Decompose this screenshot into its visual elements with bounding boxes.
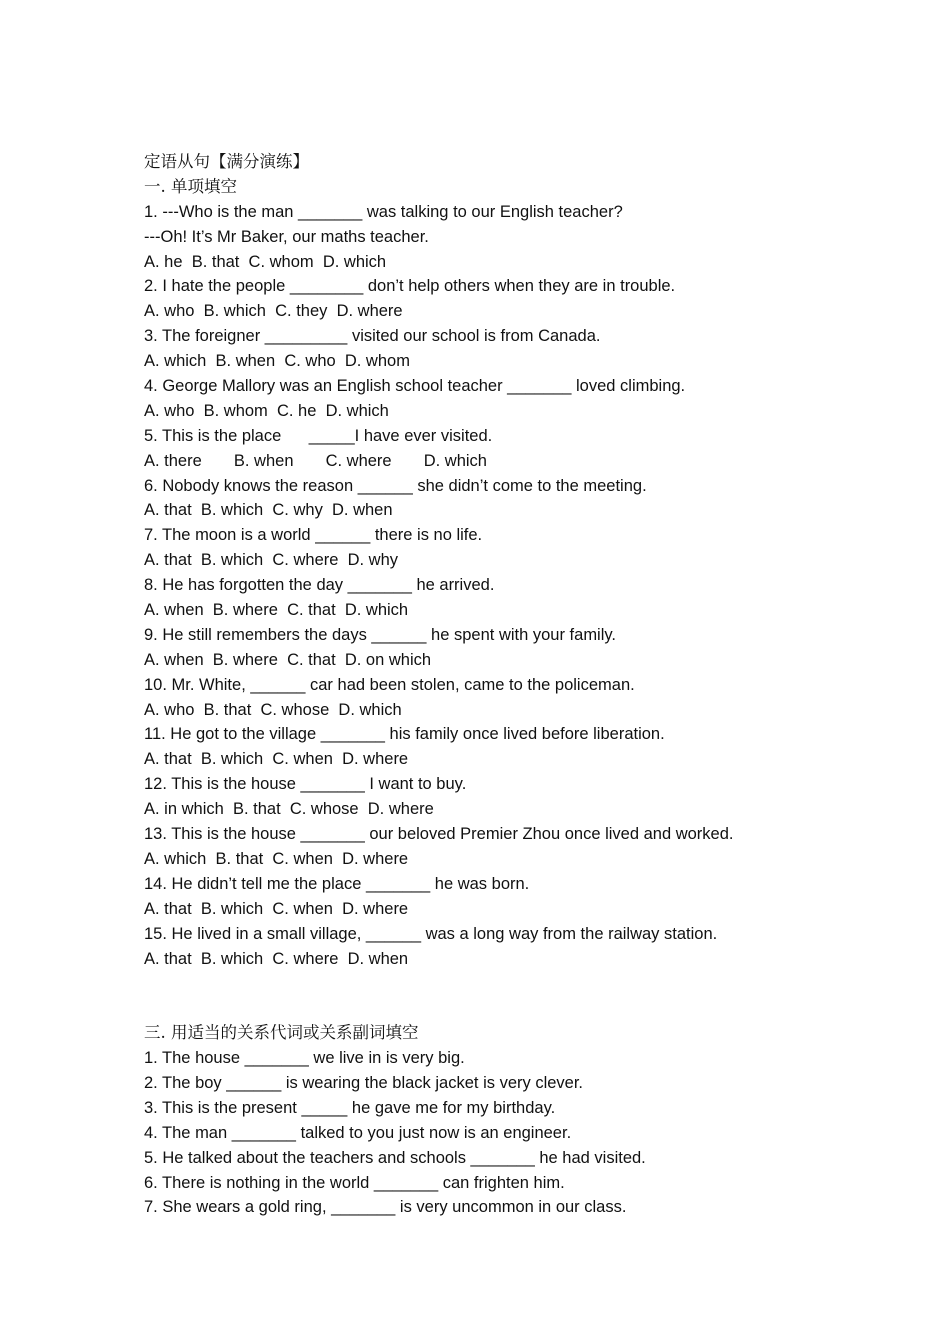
question-text: 7. The moon is a world ______ there is no life.	[144, 526, 483, 545]
question-text: 5. This is the place _____I have ever visited.	[144, 426, 493, 445]
fill-blank-question: 4. The man _______ talked to you just now is an engineer.	[144, 1123, 572, 1142]
options-line: A. which B. that C. when D. where	[144, 849, 409, 868]
question-text: 13. This is the house _______ our beloved Premier Zhou once lived and worked.	[144, 825, 734, 844]
question-text: 1. ---Who is the man _______ was talking to our English teacher?	[144, 202, 623, 221]
options-line: A. when B. where C. that D. on which	[144, 650, 432, 669]
section-3-heading: 三. 用适当的关系代词或关系副词填空	[144, 1023, 419, 1043]
answer-text: ---Oh! It’s Mr Baker, our maths teacher.	[144, 227, 429, 246]
question-text: 6. Nobody knows the reason ______ she didn’t come to the meeting.	[144, 476, 647, 495]
options-line: A. he B. that C. whom D. which	[144, 252, 387, 271]
fill-blank-question: 5. He talked about the teachers and schools _______ he had visited.	[144, 1148, 646, 1167]
question-text: 3. The foreigner _________ visited our school is from Canada.	[144, 327, 601, 346]
question-text: 15. He lived in a small village, ______ was a long way from the railway station.	[144, 924, 718, 943]
question-text: 14. He didn’t tell me the place _______ he was born.	[144, 874, 530, 893]
fill-blank-question: 2. The boy ______ is wearing the black jacket is very clever.	[144, 1073, 584, 1092]
options-line: A. that B. which C. when D. where	[144, 899, 409, 918]
document-title: 定语从句【满分演练】	[144, 152, 309, 171]
question-text: 9. He still remembers the days ______ he spent with your family.	[144, 625, 616, 644]
options-line: A. that B. which C. where D. when	[144, 949, 409, 968]
section-3-questions	[144, 1046, 844, 1220]
options-line: A. who B. whom C. he D. which	[144, 401, 389, 420]
question-text: 12. This is the house _______ I want to buy.	[144, 775, 467, 794]
section-1-heading: 一. 单项填空	[144, 176, 237, 196]
options-line: A. in which B. that C. whose D. where	[144, 800, 434, 819]
options-line: A. which B. when C. who D. whom	[144, 352, 410, 371]
options-line: A. that B. which C. when D. where	[144, 750, 409, 769]
document-page	[144, 150, 844, 1220]
question-text: 8. He has forgotten the day _______ he arrived.	[144, 576, 495, 595]
question-text: 2. I hate the people ________ don’t help others when they are in trouble.	[144, 277, 676, 296]
options-line: A. who B. which C. they D. where	[144, 302, 403, 321]
fill-blank-question: 6. There is nothing in the world _______ can frighten him.	[144, 1173, 565, 1192]
options-line: A. that B. which C. why D. when	[144, 501, 393, 520]
options-line: A. when B. where C. that D. which	[144, 601, 409, 620]
question-text: 11. He got to the village _______ his family once lived before liberation.	[144, 725, 665, 744]
options-line: A. there B. when C. where D. which	[144, 451, 487, 470]
section-1-questions	[144, 200, 844, 972]
fill-blank-question: 1. The house _______ we live in is very big.	[144, 1049, 465, 1068]
options-line: A. who B. that C. whose D. which	[144, 700, 402, 719]
section-gap	[144, 971, 844, 1021]
options-line: A. that B. which C. where D. why	[144, 551, 399, 570]
fill-blank-question: 3. This is the present _____ he gave me for my birthday.	[144, 1098, 556, 1117]
fill-blank-question: 7. She wears a gold ring, _______ is very uncommon in our class.	[144, 1198, 627, 1217]
question-text: 10. Mr. White, ______ car had been stolen, came to the policeman.	[144, 675, 635, 694]
question-text: 4. George Mallory was an English school teacher _______ loved climbing.	[144, 377, 686, 396]
